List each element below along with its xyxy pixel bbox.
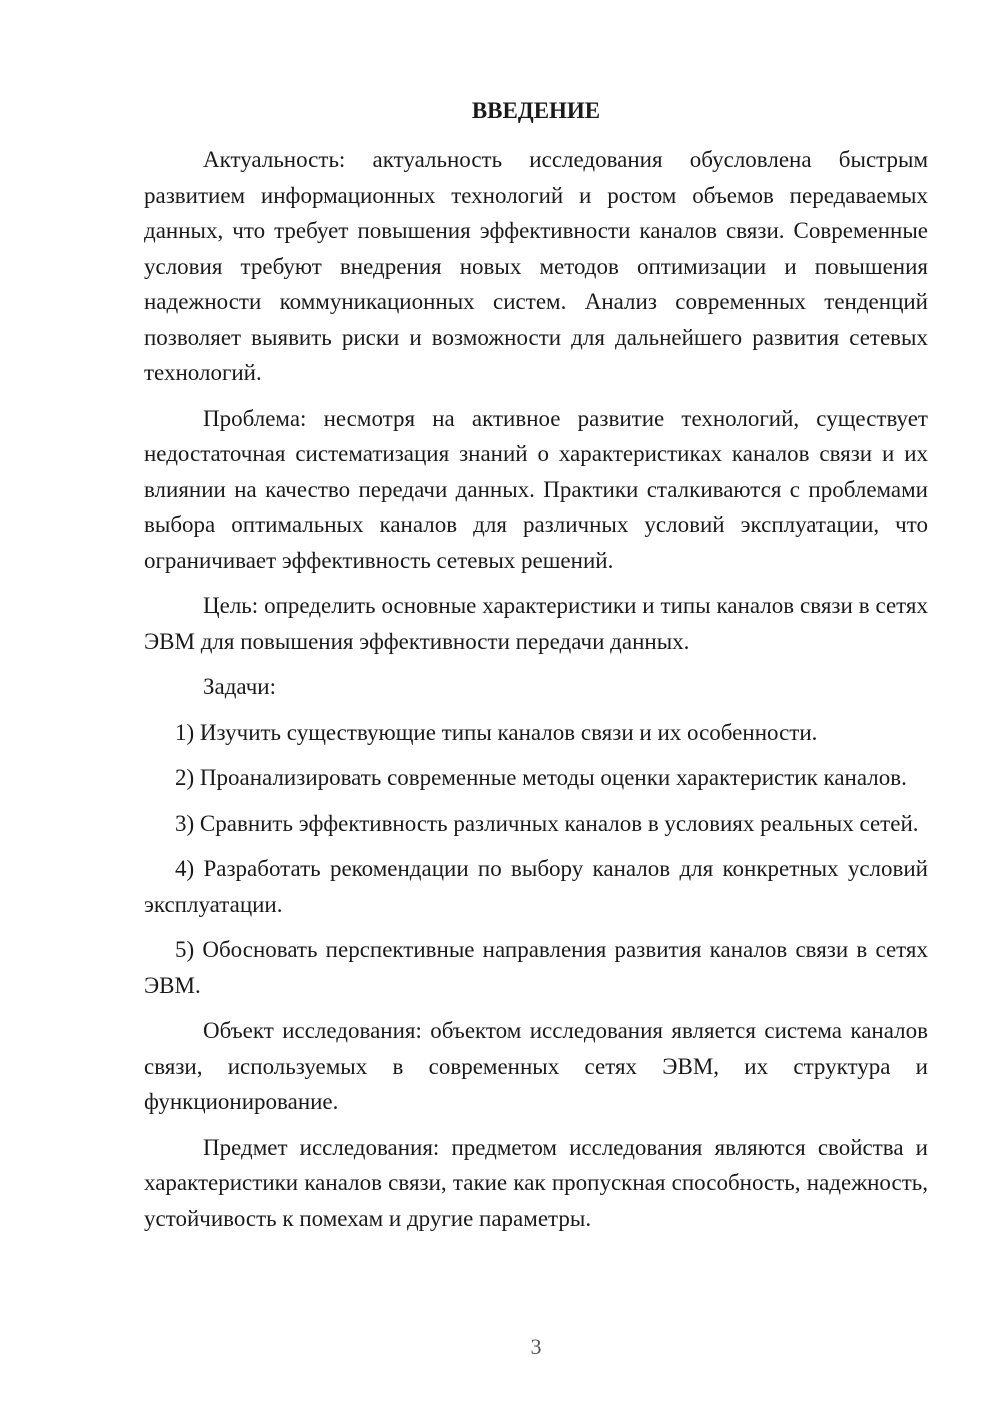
paragraph-research-subject: Предмет исследования: предметом исследования являются свойства и характеристики каналов связи, такие как пропускная способность, надежность, устойчивость к помехам и другие параметры. (144, 1134, 928, 1231)
paragraph-tasks-heading: Задачи: (203, 674, 276, 699)
document-page (144, 96, 928, 1236)
paragraph-research-object: Объект исследования: объектом исследования является система каналов связи, используемых в современных сетях ЭВМ, их структура и функционирование. (144, 1018, 928, 1114)
page-number: 3 (530, 1334, 542, 1359)
page-title: ВВЕДЕНИЕ (471, 98, 601, 123)
paragraph-problem: Проблема: несмотря на активное развитие технологий, существует недостаточная систематизация знаний о характеристиках каналов связи и их влиянии на качество передачи данных. Практики сталкиваются с проблемами выбора оптимальных каналов для различных условий эксплуатации, что ограничивает эффективность сетевых решений. (144, 405, 928, 573)
task-item-1: 1) Изучить существующие типы каналов связи и их особенности. (175, 719, 818, 745)
task-item-4: 4) Разработать рекомендации по выбору каналов для конкретных условий эксплуатации. (144, 856, 928, 917)
task-item-3: 3) Сравнить эффективность различных каналов в условиях реальных сетей. (175, 810, 919, 836)
paragraph-relevance: Актуальность: актуальность исследования обусловлена быстрым развитием информационных технологий и ростом объемов передаваемых данных, что требует повышения эффективности каналов связи. Современные условия требуют внедрения новых методов оптимизации и повышения надежности коммуникационных систем. Анализ современных тенденций позволяет выявить риски и возможности для дальнейшего развития сетевых технологий. (144, 147, 928, 385)
task-item-2: 2) Проанализировать современные методы оценки характеристик каналов. (175, 765, 907, 790)
paragraph-goal: Цель: определить основные характеристики и типы каналов связи в сетях ЭВМ для повышения эффективности передачи данных. (144, 593, 928, 654)
task-item-5: 5) Обосновать перспективные направления развития каналов связи в сетях ЭВМ. (144, 937, 928, 998)
